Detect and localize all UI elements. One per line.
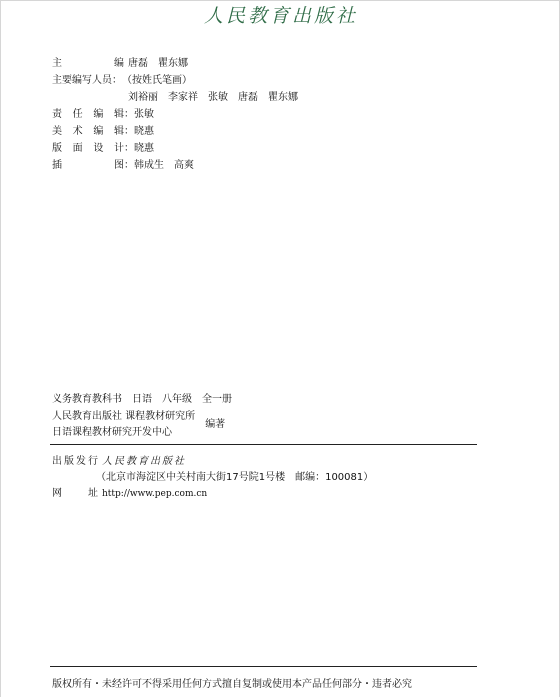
credit-name: 张敏 [134,109,154,120]
credit-name: 刘裕丽 [128,92,158,103]
credit-name: 瞿东娜 [158,58,188,69]
credit-name: 李家祥 [168,92,198,103]
website-link[interactable]: http://www.pep.com.cn [102,489,208,499]
book-subject: 日语 [132,394,152,405]
book-series-line [52,392,242,408]
credit-row-writer-names [52,89,308,106]
credit-row-main-writers [52,72,308,89]
credit-name: 晓惠 [134,126,154,137]
credit-role: 版面设计 [52,143,124,154]
compiler-institute: 人民教育出版社 课程教材研究所 [52,411,196,422]
credit-name: 瞿东娜 [268,92,298,103]
credit-name: 韩成生 [134,160,164,171]
credit-row-responsible-editor [52,106,308,123]
credit-role: 主编 [52,58,124,69]
credits-block [52,55,308,174]
credit-names [128,55,198,72]
credit-name: 高爽 [174,160,194,171]
credit-name: 唐磊 [238,92,258,103]
credit-separator: ： [124,143,134,154]
book-series: 义务教育教科书 [52,394,122,405]
credit-name: 晓惠 [134,143,154,154]
credit-separator: ： [112,75,122,86]
credit-row-illustration [52,157,308,174]
credit-names [134,157,204,174]
divider-top [50,444,477,445]
divider-bottom [50,666,477,667]
publisher-address: （北京市海淀区中关村南大街17号院1号楼 邮编：100081） [96,472,374,483]
credit-role: 主要编写人员 [52,75,112,86]
compilers-names [52,409,195,441]
book-info [52,392,242,441]
credit-row-layout-design [52,140,308,157]
credit-row-chief-editor [52,55,308,72]
credit-row-art-editor [52,123,308,140]
credit-role: 责任编辑 [52,109,124,120]
website-label: 网址 [52,488,98,499]
book-volume: 全一册 [202,394,232,405]
compilers [52,409,242,441]
publisher-logo: 人民教育出版社 [204,5,359,27]
credit-name: 张敏 [208,92,228,103]
credit-separator: ： [124,160,134,171]
publisher-label: 出版发行 [52,456,98,467]
credit-name: 唐磊 [128,58,148,69]
book-grade: 八年级 [162,394,192,405]
publication-info [52,454,373,502]
credit-note: （按姓氏笔画） [122,75,192,86]
copyright-notice [52,677,412,693]
compiler-center: 日语课程教材研究开发中心 [52,427,172,438]
credit-separator: ： [124,109,134,120]
credit-role: 插图 [52,160,124,171]
publisher-name-logo: 人民教育出版社 [102,456,186,467]
credit-role: 美术编辑 [52,126,124,137]
copyright-line: 版权所有・未经许可不得采用任何方式擅自复制或使用本产品任何部分・违者必究 [52,679,412,690]
website-row [52,486,373,502]
compiled-by-label: 编著 [205,419,226,430]
credit-separator: ： [124,126,134,137]
publisher-row [52,454,373,470]
credit-names [128,89,308,106]
